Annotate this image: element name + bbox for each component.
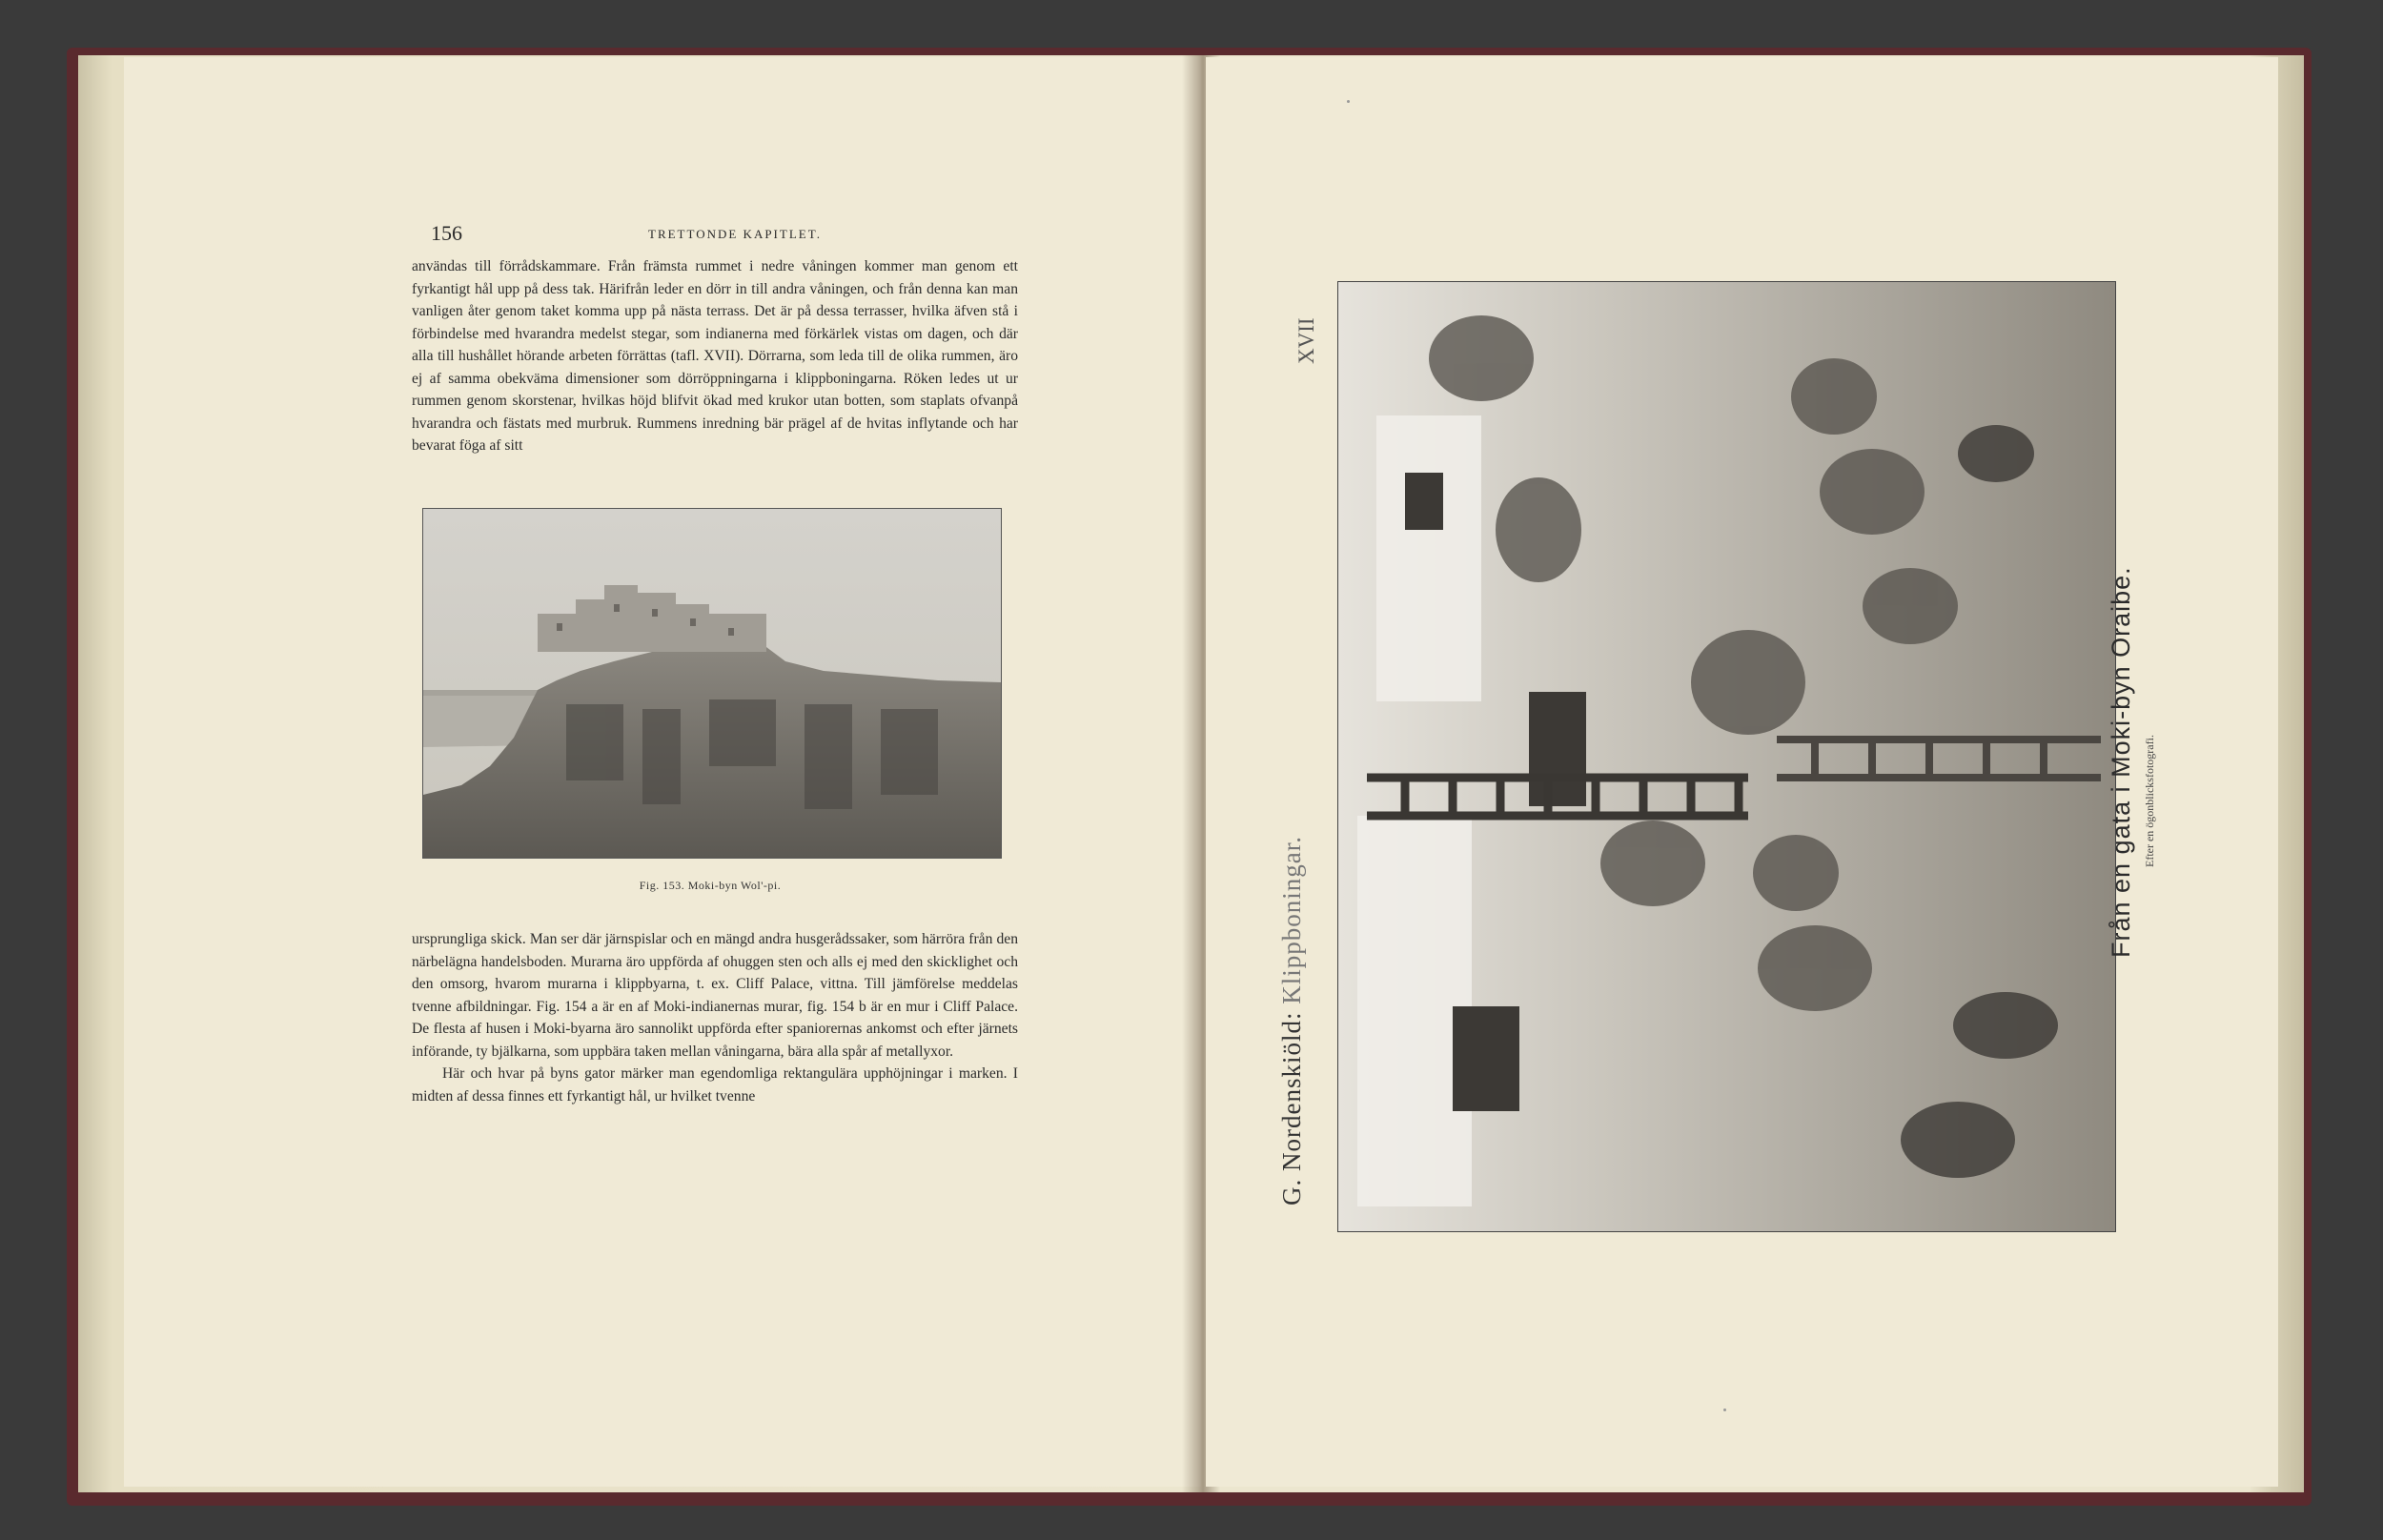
plate-author-line bbox=[1277, 836, 1307, 1206]
plate-xvii-photograph bbox=[1337, 281, 2116, 1232]
author-name: G. Nordenskiöld: bbox=[1277, 1011, 1306, 1206]
page-number: 156 bbox=[431, 221, 462, 245]
book-title: Klippboningar. bbox=[1277, 836, 1306, 1004]
figure-153-image bbox=[422, 508, 1002, 859]
figure-caption: Fig. 153. Moki-byn Wol'-pi. bbox=[639, 879, 782, 892]
plate-title: Från en gata i Moki-byn Oraibe. bbox=[2107, 566, 2135, 958]
paragraph-bottom-1: ursprungliga skick. Man ser där järnspislar och en mängd andra husgerådssaker, som härröra från den närbelägna handelsboden. Murarna äro uppförda af ohuggen sten och alls ej med den skicklighet och den omsorg, hvarom murarna i klippbyarna, t. ex. Cliff Palace, vittna. Till jämförelse meddelas tvenne afbildningar. Fig. 154 a är en af Moki-indianernas murar, fig. 154 b är en mur i Cliff Palace. De flesta af husen i Moki-byarna äro sannolikt uppförda efter spaniorernas ankomst och efter järnets införande, ty bjälkarna, som uppbära taken mellan våningarna, bära alla spår af metallyxor. bbox=[412, 931, 1018, 1060]
body-text-bottom bbox=[412, 928, 1018, 1107]
paragraph-bottom-2: Här och hvar på byns gator märker man egendomliga rektangulära upphöjningar i marken. I midten af dessa finnes ett fyrkantigt hål, ur hvilket tvenne bbox=[412, 1065, 1018, 1104]
paragraph-top: användas till förrådskammare. Från främsta rummet i nedre våningen kommer man genom ett fyrkantigt hål upp på dess tak. Härifrån leder en dörr in till andra våningen, och från denna kan man vanligen åter genom taket komma upp på nästa terrass. Det är på dessa terrasser, hvilka äfven stå i förbindelse med hvarandra medelst stegar, som indianerna med förkärlek vistas om dagen, och där alla till hushållet hörande arbeten förrättas (tafl. XVII). Dörrarna, som leda till de olika rummen, äro ej af samma obekväma dimensioner som dörröppningarna i klippboningarna. Röken ledes ut ur rummen genom skorstenar, hvilkas höjd blifvit ökad med krukor utan botten, som staplats ofvanpå hvarandra och fästats med murbruk. Rummens inredning bär prägel af de hvitas inflytande och har bevarat föga af sitt bbox=[412, 258, 1018, 454]
page-mark bbox=[1347, 100, 1350, 103]
body-text-top bbox=[412, 255, 1018, 457]
page-mark bbox=[1723, 1408, 1726, 1411]
plate-number: XVII bbox=[1294, 317, 1318, 364]
running-head: TRETTONDE KAPITLET. bbox=[648, 227, 822, 241]
plate-subtitle: Efter en ögonblicksfotografi. bbox=[2143, 735, 2156, 867]
